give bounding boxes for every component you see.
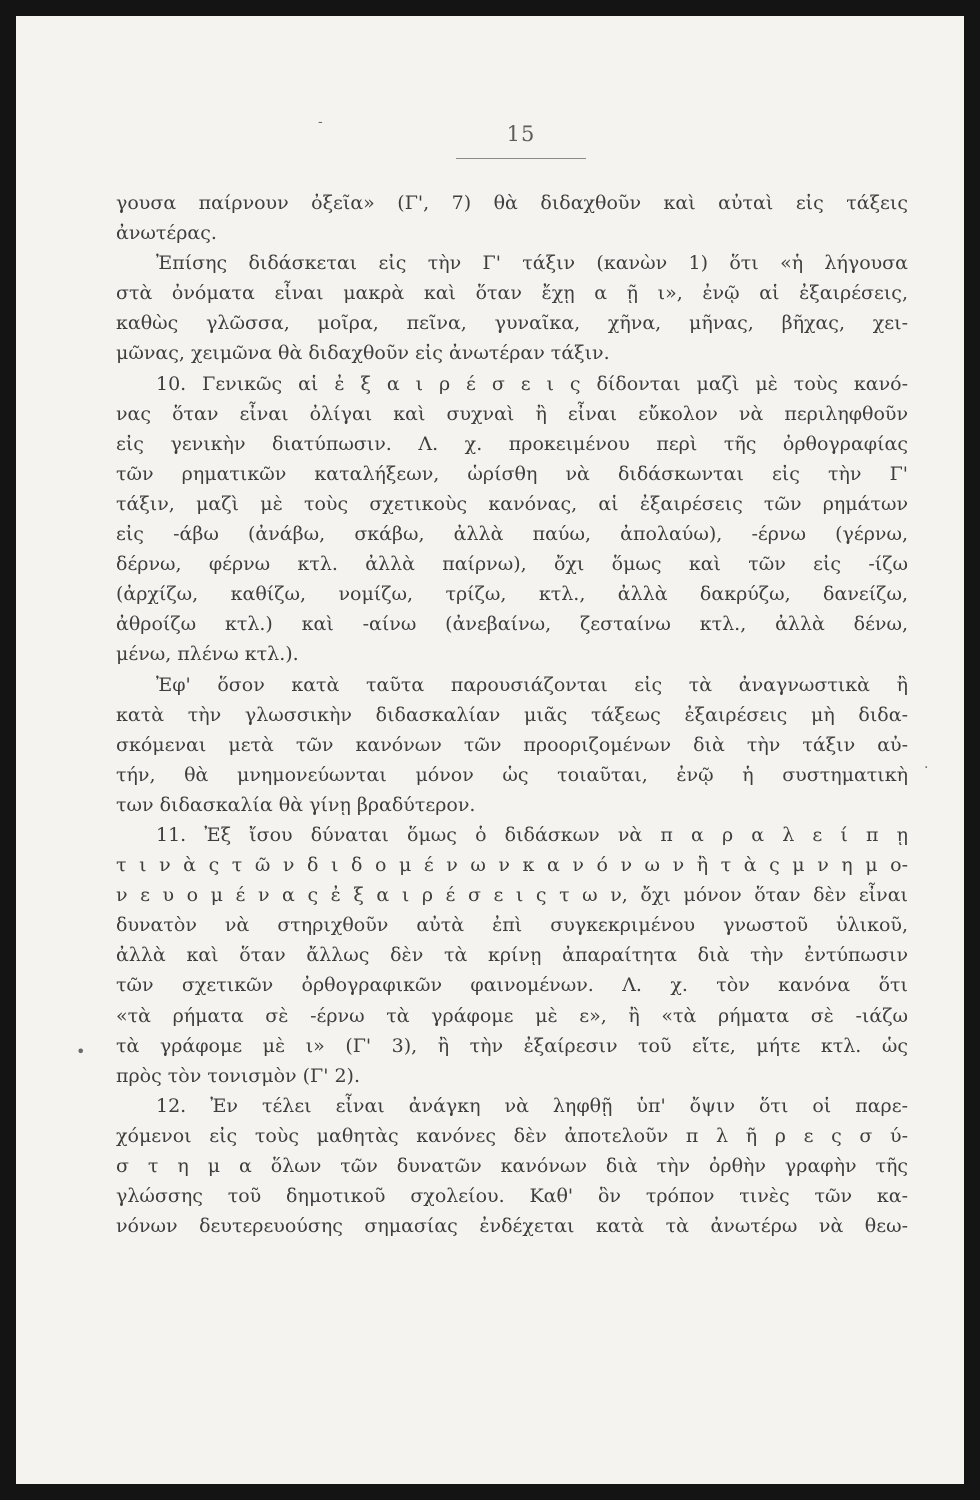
text-line: τ ι ν ὰ ς τ ῶ ν δ ι δ ο μ έ ν ω ν κ α ν ό ν ω ν ἢ τ ὰ ς μ ν η μ ο- bbox=[116, 854, 908, 877]
text-line: τήν, θὰ μνημονεύωνται μόνον ὡς τοιαῦται, ἐνῷ ἡ συστηματικὴ bbox=[116, 763, 908, 786]
header-rule bbox=[456, 158, 586, 159]
text-line: τάξιν, μαζὶ μὲ τοὺς σχετικοὺς κανόνας, αἱ ἐξαιρέσεις τῶν ρημάτων bbox=[116, 492, 908, 515]
text-line: μένω, πλένω κτλ.). bbox=[116, 643, 299, 666]
text-line: δέρνω, φέρνω κτλ. ἀλλὰ παίρνω), ὄχι ὅμως καὶ τῶν εἰς -ίζω bbox=[116, 553, 908, 576]
margin-mark: - bbox=[318, 114, 323, 130]
text-line: εἰς γενικὴν διατύπωσιν. Λ. χ. προκειμένου περὶ τῆς ὀρθογραφίας bbox=[116, 432, 908, 455]
margin-mark: • bbox=[76, 1042, 86, 1061]
text-line: 11. Ἐξ ἴσου δύναται ὅμως ὁ διδάσκων νὰ π α ρ α λ ε ί π ῃ bbox=[156, 823, 908, 846]
text-line: Ἐπίσης διδάσκεται εἰς τὴν Γ' τάξιν (κανὼν 1) ὅτι «ἡ λήγουσα bbox=[156, 252, 908, 275]
text-line: 10. Γενικῶς αἱ ἐ ξ α ι ρ έ σ ε ι ς δίδονται μαζὶ μὲ τοὺς κανό- bbox=[156, 372, 908, 395]
text-line: ἀνωτέρας. bbox=[116, 222, 217, 245]
text-line: μῶνας, χειμῶνα θὰ διδαχθοῦν εἰς ἀνωτέραν τάξιν. bbox=[116, 342, 610, 365]
text-line: εἰς -άβω (ἀνάβω, σκάβω, ἀλλὰ παύω, ἀπολαύω), -έρνω (γέρνω, bbox=[116, 523, 908, 546]
page-number: 15 bbox=[506, 122, 536, 146]
text-line: ἀλλὰ καὶ ὅταν ἄλλως δὲν τὰ κρίνῃ ἀπαραίτητα διὰ τὴν ἐντύπωσιν bbox=[116, 944, 908, 967]
text-line: τῶν σχετικῶν ὀρθογραφικῶν φαινομένων. Λ. χ. τὸν κανόνα ὅτι bbox=[116, 974, 908, 997]
text-line: «τὰ ρήματα σὲ -έρνω τὰ γράφομε μὲ ε», ἢ «τὰ ρήματα σὲ -ιάζω bbox=[116, 1004, 908, 1027]
text-line: των διδασκαλία θὰ γίνῃ βραδύτερον. bbox=[116, 793, 476, 816]
text-line: Ἐφ' ὅσον κατὰ ταῦτα παρουσιάζονται εἰς τὰ ἀναγνωστικὰ ἢ bbox=[156, 673, 908, 696]
text-line: καθὼς γλῶσσα, μοῖρα, πεῖνα, γυναῖκα, χῆνα, μῆνας, βῆχας, χει- bbox=[116, 312, 908, 335]
text-line: πρὸς τὸν τονισμὸν (Γ' 2). bbox=[116, 1064, 361, 1087]
text-line: 12. Ἐν τέλει εἶναι ἀνάγκη νὰ ληφθῇ ὑπ' ὄψιν ὅτι οἱ παρε- bbox=[156, 1094, 908, 1117]
body-text bbox=[116, 188, 908, 1241]
scanned-page bbox=[16, 16, 964, 1484]
margin-mark: · bbox=[924, 760, 929, 776]
text-line: στὰ ὀνόματα εἶναι μακρὰ καὶ ὅταν ἔχῃ α ῇ ι», ἐνῷ αἱ ἐξαιρέσεις, bbox=[116, 282, 908, 305]
text-line: γουσα παίρνουν ὀξεῖα» (Γ', 7) θὰ διδαχθοῦν καὶ αὐταὶ εἰς τάξεις bbox=[116, 192, 908, 214]
text-line: σκόμεναι μετὰ τῶν κανόνων τῶν προοριζομένων διὰ τὴν τάξιν αὐ- bbox=[116, 733, 908, 756]
text-line: γλώσσης τοῦ δημοτικοῦ σχολείου. Καθ' ὃν τρόπον τινὲς τῶν κα- bbox=[116, 1185, 908, 1208]
text-line: δυνατὸν νὰ στηριχθοῦν αὐτὰ ἐπὶ συγκεκριμένου γνωστοῦ ὑλικοῦ, bbox=[116, 914, 908, 937]
text-line: ἀθροίζω κτλ.) καὶ -αίνω (ἀνεβαίνω, ζεσταίνω κτλ., ἀλλὰ δένω, bbox=[116, 613, 908, 636]
text-line: κατὰ τὴν γλωσσικὴν διδασκαλίαν μιᾶς τάξεως ἐξαιρέσεις μὴ διδα- bbox=[116, 703, 908, 726]
text-line: τῶν ρηματικῶν καταλήξεων, ὡρίσθη νὰ διδάσκωνται εἰς τὴν Γ' bbox=[116, 462, 908, 485]
text-line: ν ε υ ο μ έ ν α ς ἐ ξ α ι ρ έ σ ε ι ς τ ω ν, ὄχι μόνον ὅταν δὲν εἶναι bbox=[116, 884, 908, 907]
text-line: νας ὅταν εἶναι ὀλίγαι καὶ συχναὶ ἢ εἶναι εὔκολον νὰ περιληφθοῦν bbox=[116, 402, 908, 425]
text-line: χόμενοι εἰς τοὺς μαθητὰς κανόνες δὲν ἀποτελοῦν π λ ῆ ρ ε ς σ ύ- bbox=[116, 1124, 908, 1147]
text-line: νόνων δευτερευούσης σημασίας ἐνδέχεται κατὰ τὰ ἀνωτέρω νὰ θεω- bbox=[116, 1215, 908, 1238]
text-line: (ἀρχίζω, καθίζω, νομίζω, τρίζω, κτλ., ἀλλὰ δακρύζω, δανείζω, bbox=[116, 583, 908, 606]
text-line: τὰ γράφομε μὲ ι» (Γ' 3), ἢ τὴν ἐξαίρεσιν τοῦ εἴτε, μήτε κτλ. ὡς bbox=[116, 1034, 908, 1057]
text-line: σ τ η μ α ὅλων τῶν δυνατῶν κανόνων διὰ τὴν ὀρθὴν γραφὴν τῆς bbox=[116, 1155, 908, 1177]
